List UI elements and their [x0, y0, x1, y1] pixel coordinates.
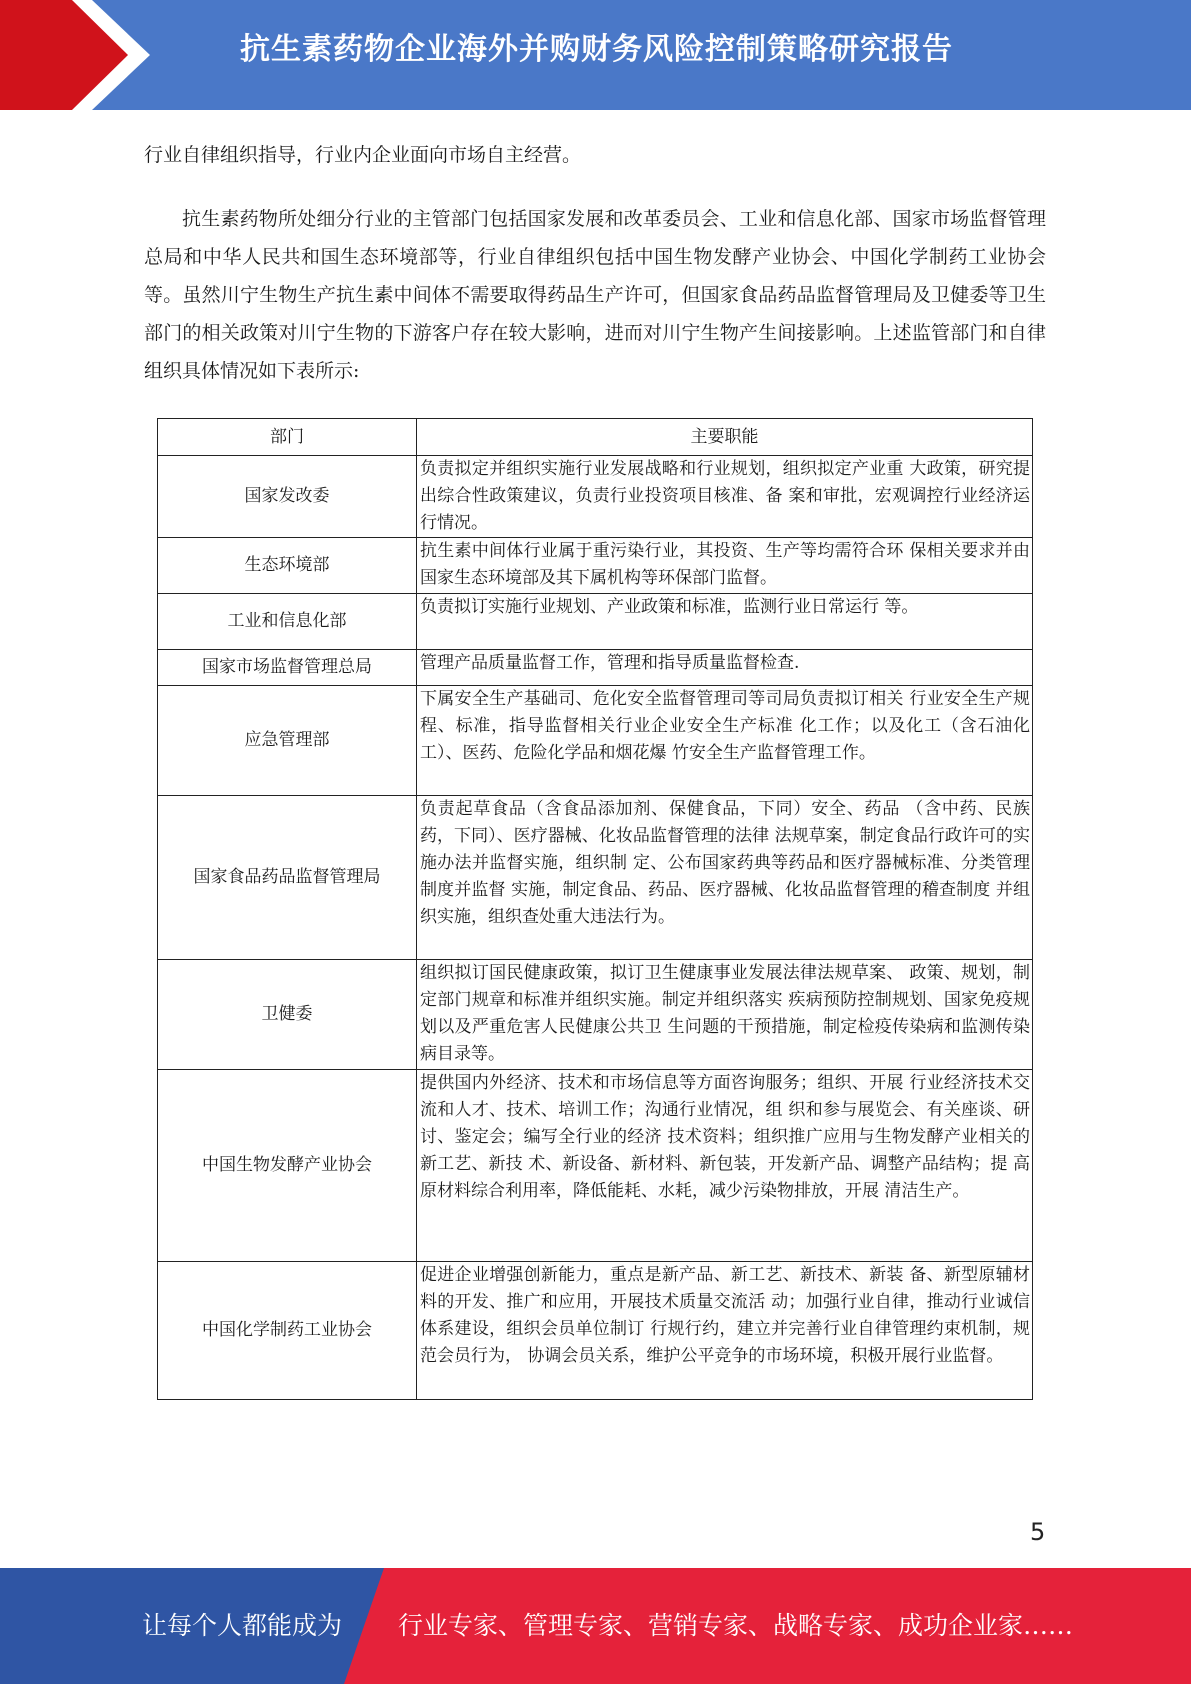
dept-cell: 中国化学制药工业协会 — [158, 1262, 417, 1400]
paragraph-2: 抗生素药物所处细分行业的主管部门包括国家发展和改革委员会、工业和信息化部、国家市场监督管理总局和中华人民共和国生态环境部等，行业自律组织包括中国生物发酵产业协会、中国化学制药工业协会等。虽然川宁生物生产抗生素中间体不需要取得药品生产许可，但国家食品药品监督管理局及卫健委等卫生部门的相关政策对川宁生物的下游客户存在较大影响，进而对川宁生物产生间接影响。上述监管部门和自律组织具体情况如下表所示: — [144, 208, 1046, 382]
dept-cell: 国家市场监督管理总局 — [158, 650, 417, 686]
dept-cell: 中国生物发酵产业协会 — [158, 1070, 417, 1262]
duty-cell: 下属安全生产基础司、危化安全监督管理司等司局负责拟订相关 行业安全生产规程、标准，指导监督相关行业企业安全生产标准 化工作；以及化工（含石油化工）、医药、危险化学品和烟花爆 竹安全生产监督管理工作。 — [417, 686, 1033, 796]
duty-cell: 抗生素中间体行业属于重污染行业，其投资、生产等均需符合环 保相关要求并由国家生态环境部及其下属机构等环保部门监督。 — [417, 538, 1033, 594]
table-row — [158, 538, 1033, 594]
duty-cell: 提供国内外经济、技术和市场信息等方面咨询服务；组织、开展 行业经济技术交流和人才、技术、培训工作；沟通行业情况，组 织和参与展览会、有关座谈、研讨、鉴定会；编写全行业的经济 技术资料；组织推广应用与生物发酵产业相关的新工艺、新技 术、新设备、新材料、新包装，开发新产品、调整产品结构；提 高原材料综合利用率，降低能耗、水耗，减少污染物排放，开展 清洁生产。 — [417, 1070, 1033, 1262]
table-row — [158, 796, 1033, 960]
duty-cell: 组织拟订国民健康政策，拟订卫生健康事业发展法律法规草案、 政策、规划，制定部门规章和标准并组织实施。制定并组织落实 疾病预防控制规划、国家免疫规划以及严重危害人民健康公共卫 生问题的干预措施，制定检疫传染病和监测传染病目录等。 — [417, 960, 1033, 1070]
duty-cell: 负责起草食品（含食品添加剂、保健食品，下同）安全、药品 （含中药、民族药，下同）、医疗器械、化妆品监督管理的法律 法规草案，制定食品行政许可的实施办法并监督实施，组织制 定、公布国家药典等药品和医疗器械标准、分类管理制度并监督 实施，制定食品、药品、医疗器械、化妆品监督管理的稽查制度 并组织实施，组织查处重大违法行为。 — [417, 796, 1033, 960]
regulatory-table — [157, 418, 1033, 1400]
table-row — [158, 594, 1033, 650]
page-footer — [0, 1568, 1191, 1684]
header-dept: 部门 — [158, 419, 417, 456]
page-number: 5 — [1030, 1518, 1046, 1546]
duty-cell: 负责拟定并组织实施行业发展战略和行业规划，组织拟定产业重 大政策，研究提出综合性政策建议，负责行业投资项目核准、备 案和审批，宏观调控行业经济运行情况。 — [417, 456, 1033, 538]
duty-cell: 负责拟订实施行业规划、产业政策和标准，监测行业日常运行 等。 — [417, 594, 1033, 650]
footer-slogan-right: 行业专家、管理专家、营销专家、战略专家、成功企业家…… — [398, 1611, 1074, 1640]
paragraph-1: 行业自律组织指导，行业内企业面向市场自主经营。 — [144, 144, 582, 166]
footer-slogan-left: 让每个人都能成为 — [142, 1611, 343, 1640]
duty-cell: 管理产品质量监督工作，管理和指导质量监督检查. — [417, 650, 1033, 686]
table-row — [158, 686, 1033, 796]
dept-cell: 卫健委 — [158, 960, 417, 1070]
table-row — [158, 1262, 1033, 1400]
dept-cell: 应急管理部 — [158, 686, 417, 796]
dept-cell: 国家食品药品监督管理局 — [158, 796, 417, 960]
table-header-row — [158, 419, 1033, 456]
duty-cell: 促进企业增强创新能力，重点是新产品、新工艺、新技术、新装 备、新型原辅材料的开发、推广和应用，开展技术质量交流活 动；加强行业自律，推动行业诚信体系建设，组织会员单位制订 行规行约，建立并完善行业自律管理约束机制，规范会员行为， 协调会员关系，维护公平竞争的市场环境，积极开展行业监督。 — [417, 1262, 1033, 1400]
body-text — [144, 136, 1046, 390]
dept-cell: 生态环境部 — [158, 538, 417, 594]
table-row — [158, 456, 1033, 538]
dept-cell: 国家发改委 — [158, 456, 417, 538]
page-header — [0, 0, 1191, 110]
table-row — [158, 960, 1033, 1070]
dept-cell: 工业和信息化部 — [158, 594, 417, 650]
header-duty: 主要职能 — [417, 419, 1033, 456]
table-row — [158, 1070, 1033, 1262]
header-title: 抗生素药物企业海外并购财务风险控制策略研究报告 — [240, 32, 953, 67]
table-row — [158, 650, 1033, 686]
